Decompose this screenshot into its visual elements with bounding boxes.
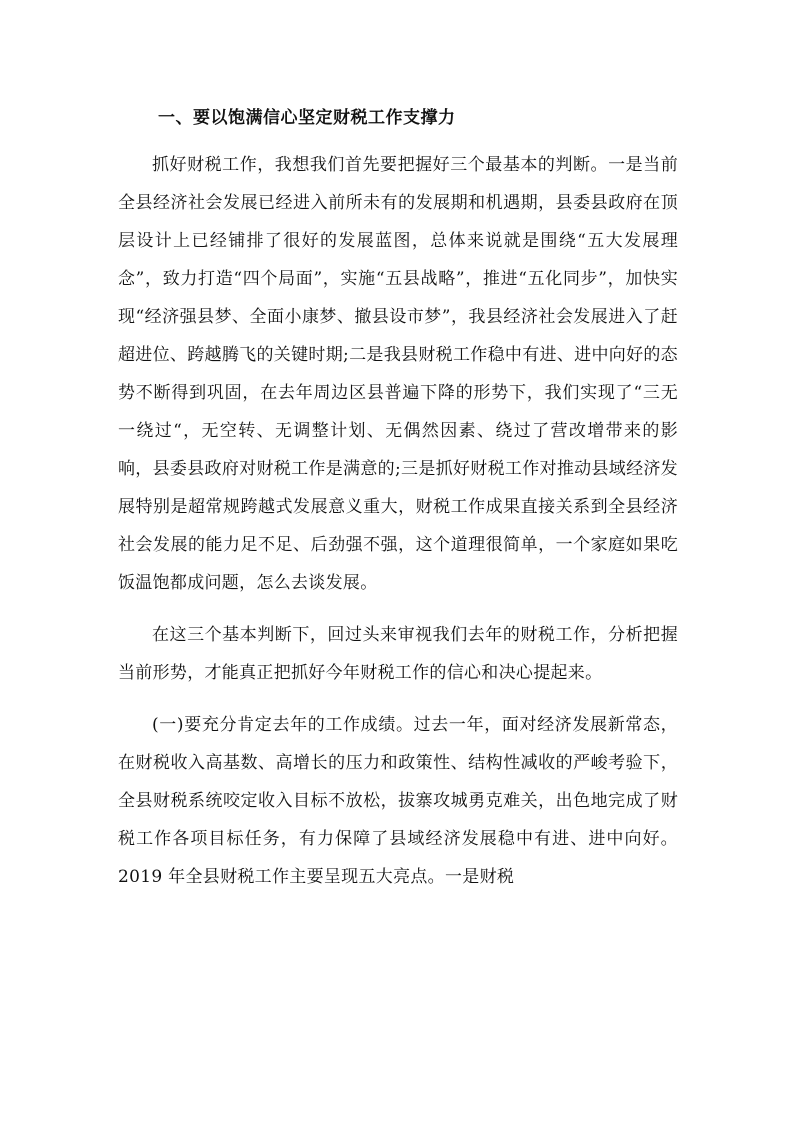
document-page (118, 100, 678, 910)
body-paragraph-3: (一)要充分肯定去年的工作成绩。过去一年，面对经济发展新常态，在财税收入高基数、高增长的压力和政策性、结构性减收的严峻考验下，全县财税系统咬定收入目标不放松，拔寨攻城勇克难关，出色地完成了财税工作各项目标任务，有力保障了县域经济发展稳中有进、进中向好。2019 年全县财税工作主要呈现五大亮点。一是财税 (118, 715, 678, 887)
section-heading: 一、要以饱满信心坚定财税工作支撑力 (158, 108, 456, 128)
body-paragraph-2: 在这三个基本判断下，回过头来审视我们去年的财税工作，分析把握当前形势，才能真正把抓好今年财税工作的信心和决心提起来。 (118, 625, 678, 683)
body-paragraph-1: 抓好财税工作，我想我们首先要把握好三个最基本的判断。一是当前全县经济社会发展已经进入前所未有的发展期和机遇期，县委县政府在顶层设计上已经铺排了很好的发展蓝图，总体来说就是围绕“五大发展理念”，致力打造“四个局面”，实施“五县战略”，推进“五化同步”，加快实现“经济强县梦、全面小康梦、撤县设市梦”，我县经济社会发展进入了赶超进位、跨越腾飞的关键时期;二是我县财税工作稳中有进、进中向好的态势不断得到巩固，在去年周边区县普遍下降的形势下，我们实现了“三无一绕过“，无空转、无调整计划、无偶然因素、绕过了营改增带来的影响，县委县政府对财税工作是满意的;三是抓好财税工作对推动县域经济发展特别是超常规跨越式发展意义重大，财税工作成果直接关系到全县经济社会发展的能力足不足、后劲强不强，这个道理很简单，一个家庭如果吃饭温饱都成问题，怎么去谈发展。 (118, 155, 678, 593)
